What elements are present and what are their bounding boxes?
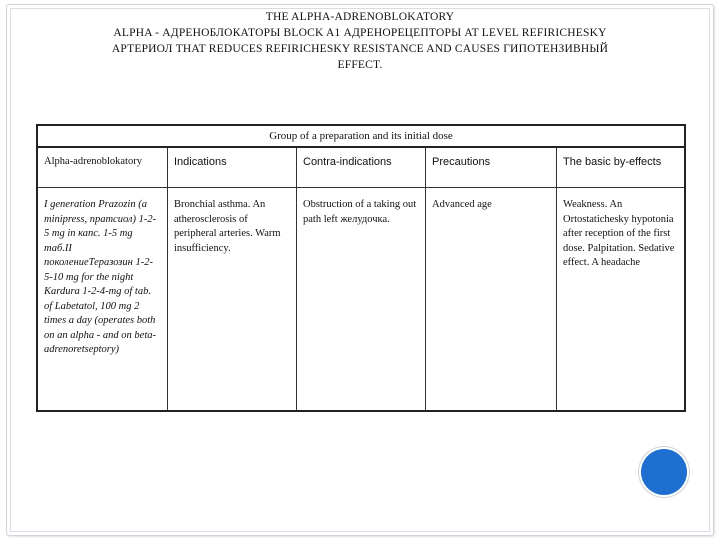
cell-drug: I generation Prazozin (a minipress, пратсиол) 1-2-5 mg in капс. 1-5 mg таб.II поколениеТеразозин 1-2-5-10 mg for the night Kardura 1-2-4-mg of tab. of Labetatol, 100 mg 2 times a day (operates both on an alpha - and on beta-adrenoretseptory) (44, 199, 157, 355)
slide-title (40, 9, 680, 73)
column-header-drug: Alpha-adrenoblokatory (38, 148, 167, 188)
table-body (38, 148, 684, 410)
drug-table (36, 124, 686, 412)
column-drug (38, 148, 168, 410)
cell-precautions: Advanced age (432, 199, 492, 210)
title-line-3: АРТЕРИОЛ THAT REDUCES REFIRICHESKY RESISTANCE AND CAUSES ГИПОТЕНЗИВНЫЙ (111, 43, 609, 55)
title-line-2: ALPHA - АДРЕНОБЛОКАТОРЫ BLOCK A1 АДРЕНОРЕЦЕПТОРЫ AT LEVEL REFIRICHESKY (113, 27, 607, 39)
title-line-4: EFFECT. (337, 59, 383, 71)
column-contraindications (297, 148, 426, 410)
cell-indications: Bronchial asthma. An atherosclerosis of peripheral arteries. Warm insufficiency. (174, 199, 281, 254)
column-side-effects (557, 148, 684, 410)
cell-side-effects: Weakness. An Ortostatichesky hypotonia after reception of the first dose. Palpitation. Sedative effect. A headache (563, 199, 675, 268)
title-line-1: THE ALPHA-ADRENOBLOKATORY (265, 11, 455, 23)
table-heading: Group of a preparation and its initial dose (38, 126, 684, 148)
column-header-precautions: Precautions (426, 148, 556, 188)
column-precautions (426, 148, 557, 410)
column-header-contraindications: Contra-indications (297, 148, 425, 188)
column-header-indications: Indications (168, 148, 296, 188)
cell-contraindications: Obstruction of a taking out path left желудочка. (303, 199, 417, 225)
column-indications (168, 148, 297, 410)
column-header-side-effects: The basic by-effects (557, 148, 684, 188)
decorative-blue-circle (641, 449, 687, 495)
